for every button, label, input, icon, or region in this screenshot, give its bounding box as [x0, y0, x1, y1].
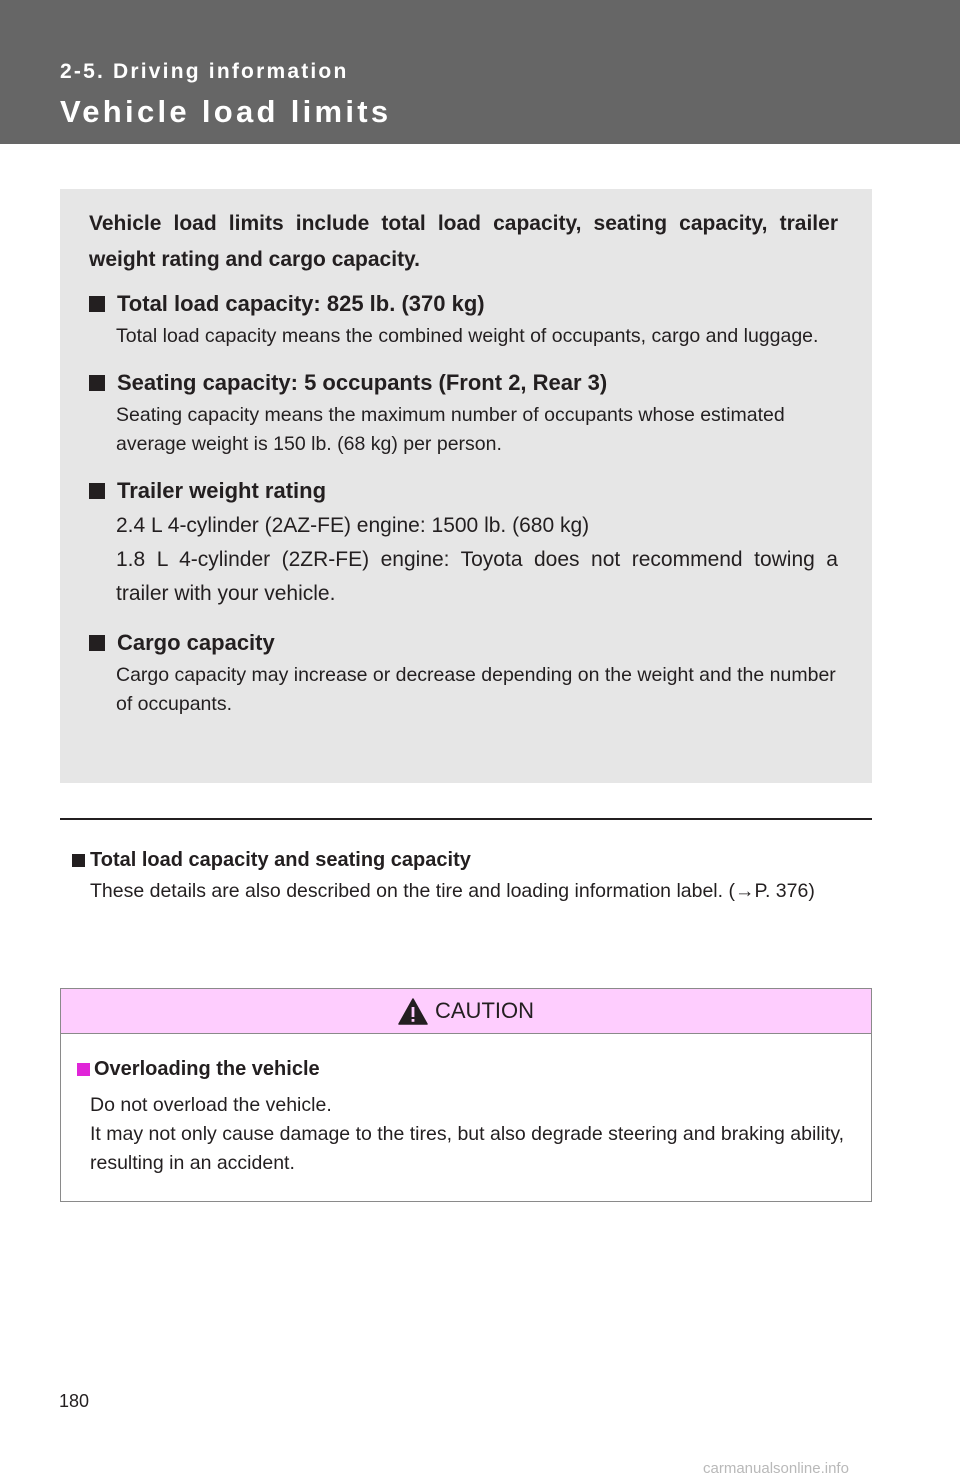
caution-line: Do not overload the vehicle.	[90, 1094, 332, 1116]
page-number: 180	[59, 1391, 90, 1411]
item-total-load-capacity	[89, 286, 838, 351]
item-seating-capacity	[89, 365, 838, 459]
section-divider	[60, 818, 872, 820]
caution-header	[61, 989, 871, 1034]
square-bullet-icon	[89, 375, 105, 391]
trailer-rating-2az: 2.4 L 4-cylinder (2AZ-FE) engine: 1500 lb. (680 kg)	[116, 514, 590, 537]
caution-line: It may not only cause damage to the tires, but also degrade steering and braking ability, resulting in an accident.	[90, 1123, 845, 1174]
watermark: carmanualsonline.info	[703, 1460, 849, 1477]
caution-box	[60, 988, 872, 1202]
note-section	[72, 843, 860, 906]
note-text: These details are also described on the tire and loading information label. (→P. 376)	[90, 880, 815, 902]
caution-title: CAUTION	[435, 998, 534, 1023]
item-trailer-weight-rating	[89, 473, 838, 611]
square-bullet-icon	[77, 1063, 90, 1076]
square-bullet-icon	[89, 635, 105, 651]
item-cargo-capacity	[89, 625, 838, 719]
square-bullet-icon	[89, 483, 105, 499]
summary-box	[60, 189, 872, 783]
item-description: Cargo capacity may increase or decrease depending on the weight and the number of occupants.	[116, 664, 836, 715]
item-heading: Seating capacity: 5 occupants (Front 2, Rear 3)	[117, 370, 608, 395]
item-heading: Total load capacity: 825 lb. (370 kg)	[117, 291, 485, 316]
trailer-rating-2zr: 1.8 L 4-cylinder (2ZR-FE) engine: Toyota does not recommend towing a trailer with your vehicle.	[116, 548, 838, 605]
item-description: Seating capacity means the maximum number of occupants whose estimated average weight is 150 lb. (68 kg) per person.	[116, 404, 785, 455]
chapter-header	[0, 0, 960, 144]
square-bullet-icon	[72, 854, 85, 867]
warning-triangle-icon	[398, 998, 428, 1025]
caution-heading: Overloading the vehicle	[94, 1057, 320, 1080]
summary-intro: Vehicle load limits include total load capacity, seating capacity, trailer weight rating and cargo capacity.	[89, 212, 838, 271]
item-heading: Cargo capacity	[117, 630, 275, 655]
item-description: Total load capacity means the combined weight of occupants, cargo and luggage.	[116, 325, 819, 347]
page-title: Vehicle load limits	[60, 94, 392, 129]
item-heading: Trailer weight rating	[117, 478, 327, 503]
square-bullet-icon	[89, 296, 105, 312]
section-label: 2-5. Driving information	[60, 60, 349, 83]
note-heading: Total load capacity and seating capacity	[90, 848, 471, 871]
